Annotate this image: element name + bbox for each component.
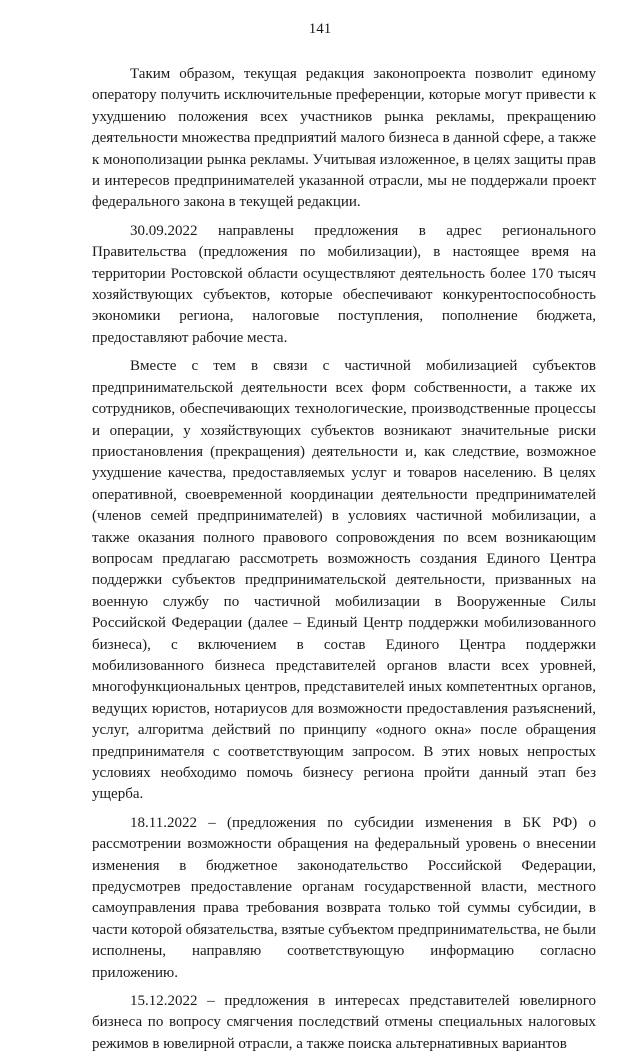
document-body	[92, 64, 596, 1062]
paragraph-jewelry-business: 15.12.2022 – предложения в интересах представителей ювелирного бизнеса по вопросу смягчения последствий отмены специальных налоговых режимов в ювелирной отрасли, а также поиска альтернативных вариантов	[92, 993, 596, 1052]
paragraph-support-center: Вместе с тем в связи с частичной мобилизацией субъектов предпринимательской деятельности всех форм собственности, а также их сотрудников, обеспечивающих технологические, производственные процессы и операции, у хозяйствующих субъектов возникают значительные риски приостановления (прекращения) деятельности и, как следствие, возможное ухудшение качества, предоставляемых услуг и товаров населению. В целях оперативной, своевременной координации деятельности предпринимателей (членов семей предпринимателей) в условиях частичной мобилизации, а также оказания полного правового сопровождения по всем возникающим вопросам предлагаю рассмотреть возможность создания Единого Центра поддержки субъектов предпринимательской деятельности, призванных на военную службу по частичной мобилизации в Вооруженные Силы Российской Федерации (далее – Единый Центр поддержки мобилизованного бизнеса), с включением в состав Единого Центра поддержки мобилизованного бизнеса представителей органов власти всех уровней, многофункциональных центров, представителей иных компетентных органов, ведущих юристов, нотариусов для возможности предоставления разъяснений, услуг, алгоритма действий по принципу «одного окна» после обращения предпринимателя с соответствующим запросом. В этих новых непростых условиях необходимо помочь бизнесу региона пройти данный этап без ущерба.	[92, 358, 596, 803]
paragraph-advertising-market: Таким образом, текущая редакция законопроекта позволит единому оператору получить исключительные преференции, которые могут привести к ухудшению положения всех участников рынка рекламы, прекращению деятельности множества предприятий малого бизнеса в данной сфере, а также к монополизации рынка рекламы. Учитывая изложенное, в целях защиты прав и интересов предпринимателей указанной отрасли, мы не поддержали проект федерального закона в текущей редакции.	[92, 66, 596, 211]
paragraph-subsidy-proposals: 18.11.2022 – (предложения по субсидии изменения в БК РФ) о рассмотрении возможности обращения на федеральный уровень о внесении изменения в бюджетное законодательство Российской Федерации, предусмотрев предоставление органам государственной власти, местного самоуправления права требования возврата только той суммы субсидии, в части которой обязательства, взятые субъектом предпринимательства, не были исполнены, направляю соответствующую информацию согласно приложению.	[92, 814, 596, 981]
page-number: 141	[308, 21, 332, 37]
paragraph-mobilization-proposals: 30.09.2022 направлены предложения в адрес регионального Правительства (предложения по мобилизации), в настоящее время на территории Ростовской области осуществляют деятельность более 170 тысяч хозяйствующих субъектов, которые обеспечивают конкурентоспособность экономики региона, налоговые поступления, пополнение бюджета, предоставляют рабочие места.	[92, 222, 596, 346]
